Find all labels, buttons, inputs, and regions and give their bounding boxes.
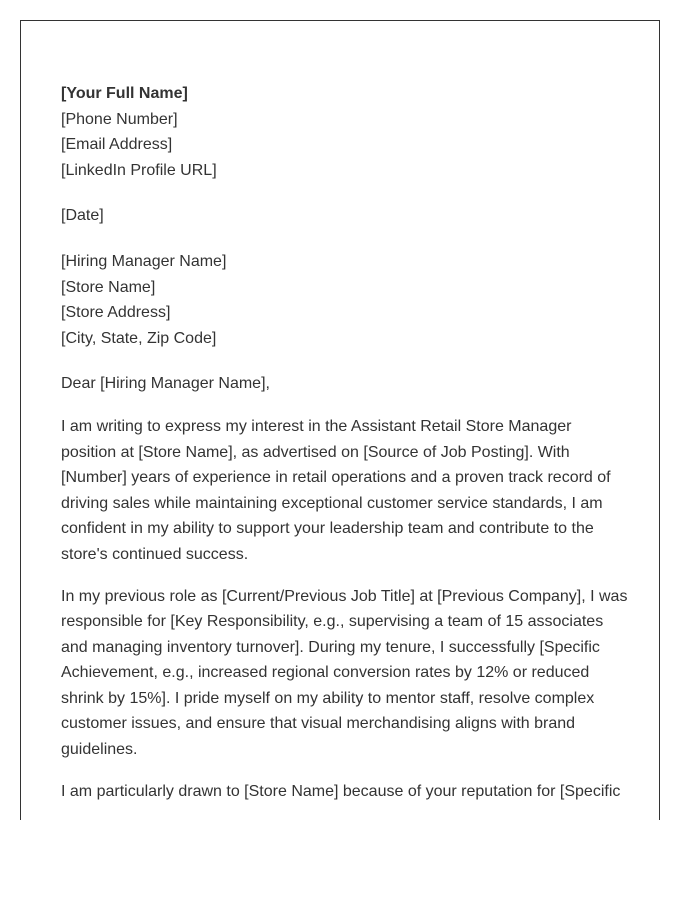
sender-name: [Your Full Name] — [61, 85, 188, 102]
recipient-city: [City, State, Zip Code] — [61, 329, 217, 347]
sender-email: [Email Address] — [61, 136, 173, 154]
letter-date: [Date] — [61, 207, 104, 225]
spacer — [61, 229, 631, 249]
sender-block — [61, 81, 631, 183]
letter-content — [61, 81, 631, 820]
spacer — [61, 397, 631, 414]
recipient-name: [Hiring Manager Name] — [61, 252, 227, 270]
spacer — [61, 183, 631, 203]
spacer — [61, 351, 631, 371]
recipient-store: [Store Name] — [61, 278, 156, 296]
body-paragraph: In my previous role as [Current/Previous Job Title] at [Previous Company], I was responsible for [Key Responsibility, e.g., supervising a team of 15 associates and managing inventory turnover]. During my tenure, I successfully [Specific Achievement, e.g., increased regional conversion rates by 12% or reduced shrink by 15%]. I pride myself on my ability to mentor staff, resolve complex customer issues, and ensure that visual merchandising aligns with brand guidelines. — [61, 587, 628, 759]
sender-phone: [Phone Number] — [61, 110, 178, 128]
salutation: Dear [Hiring Manager Name], — [61, 375, 270, 393]
recipient-block — [61, 249, 631, 351]
recipient-address: [Store Address] — [61, 304, 171, 322]
body-paragraph: I am writing to express my interest in the Assistant Retail Store Manager position at [Store Name], as advertised on [Source of Job Posting]. With [Number] years of experience in retail operations and a proven track record of driving sales while maintaining exceptional customer service standards, I am confident in my ability to support your leadership team and contribute to the store's continued success. — [61, 417, 611, 563]
sender-linkedin: [LinkedIn Profile URL] — [61, 161, 217, 179]
letter-page — [20, 20, 660, 820]
body-paragraph: I am particularly drawn to [Store Name] because of your reputation for [Specific — [61, 782, 621, 800]
